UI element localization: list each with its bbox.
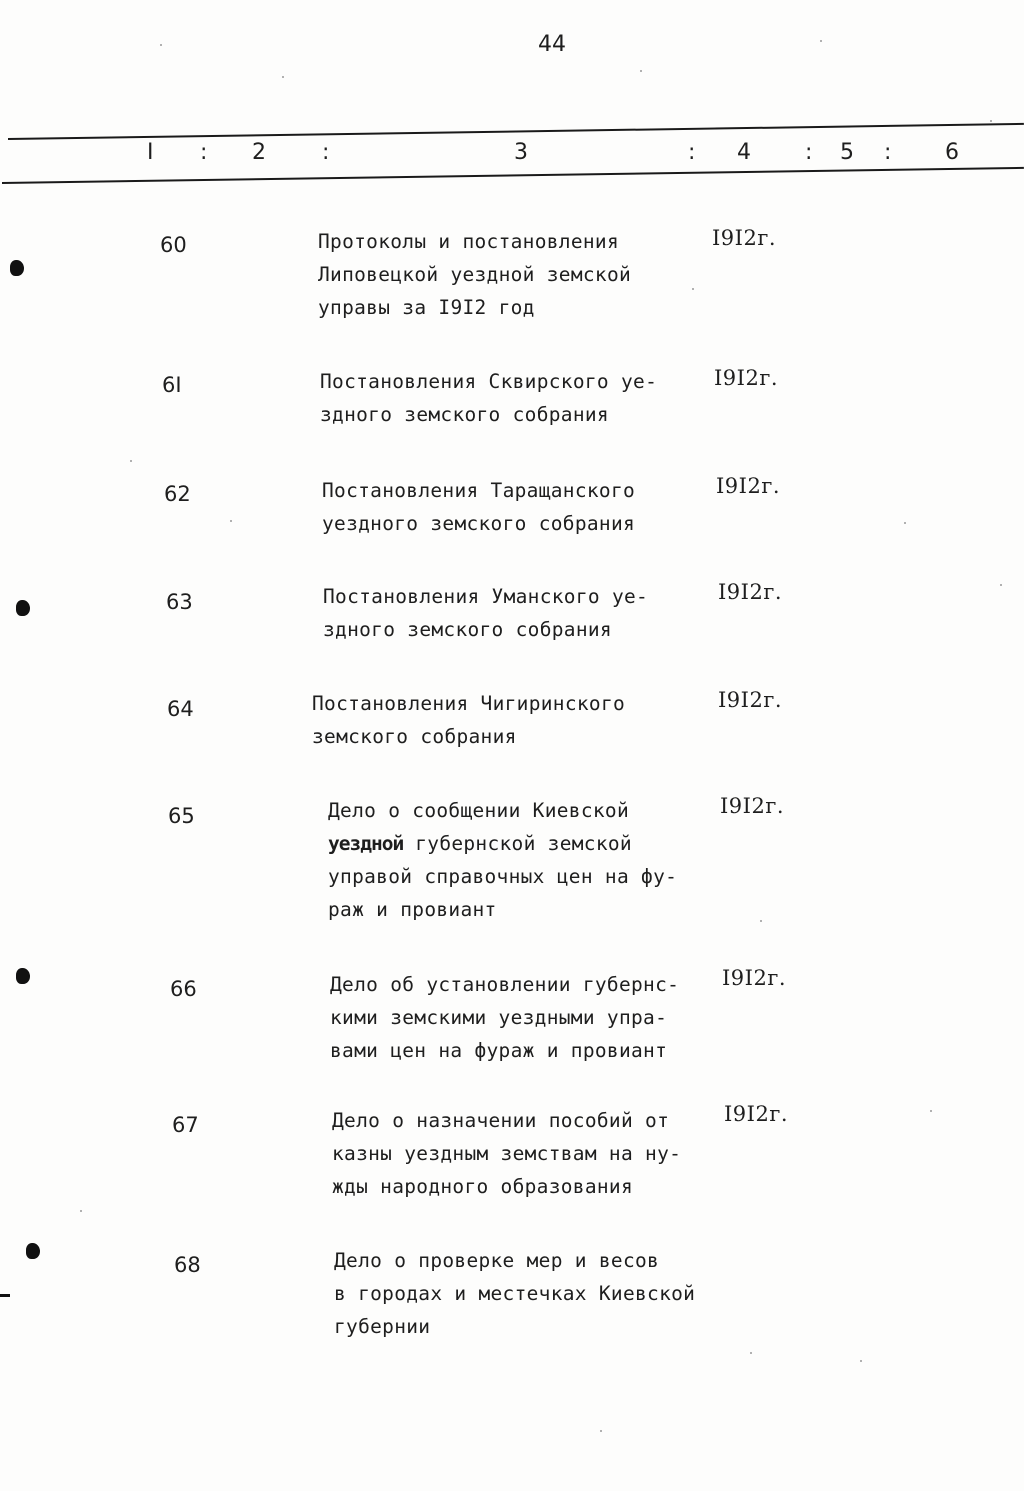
scan-speck [230,520,232,522]
entry-number: 65 [168,804,195,828]
entry-number: 62 [164,482,191,506]
scan-speck [692,288,694,290]
entry-description [320,365,657,431]
desc-line: Протоколы и постановления [318,230,619,253]
desc-line: в городах и местечках Киевской [334,1282,696,1305]
scan-speck [760,920,762,922]
desc-line: управой справочных цен на фу- [328,865,678,888]
entry-description [334,1244,695,1343]
desc-line: Дело о проверке мер и весов [334,1249,660,1272]
desc-line: Дело о назначении пособий от [332,1109,670,1132]
entry-year: I9I2г. [722,966,786,990]
scan-speck [160,44,162,46]
struck-out-word: уездной [328,832,404,855]
desc-line: управы за I9I2 год [318,296,535,319]
scan-speck [904,522,906,524]
entry-year: I9I2г. [712,226,776,250]
entry-year: I9I2г. [716,474,780,498]
entry-year: I9I2г. [720,794,784,818]
column-separator: : [884,140,892,165]
desc-line: уездного земского собрания [322,512,636,535]
scan-speck [990,120,992,122]
scan-speck [600,1430,602,1432]
punch-hole-mark [16,968,30,984]
punch-hole-mark [10,260,24,276]
desc-line: вами цен на фураж и провиант [330,1039,668,1062]
column-header-5: 5 [840,140,854,165]
entry-description [323,580,648,646]
desc-line: Постановления Таращанского [322,479,636,502]
desc-line: Постановления Чигиринского [312,692,626,715]
punch-hole-mark [26,1243,40,1259]
entry-year: I9I2г. [724,1102,788,1126]
column-separator: : [200,140,208,165]
header-top-rule [8,123,1024,140]
scan-speck [80,1210,82,1212]
punch-hole-mark [16,600,30,616]
column-header-4: 4 [737,140,751,165]
scan-speck [1000,584,1002,586]
entry-number: 66 [170,977,197,1001]
column-header-1: I [147,140,154,165]
entry-description [322,474,635,540]
entry-year: I9I2г. [718,688,782,712]
entry-year: I9I2г. [718,580,782,604]
desc-line: раж и провиант [328,898,497,921]
desc-line: кими земскими уездными упра- [330,1006,668,1029]
entry-number: 6I [162,373,182,397]
scan-speck [282,76,284,78]
desc-line: земского собрания [312,725,517,748]
entry-number: 63 [166,590,193,614]
entry-description [312,687,625,753]
entry-description [332,1104,681,1203]
entry-number: 67 [172,1113,199,1137]
scan-speck [640,70,642,72]
scan-speck [930,1110,932,1112]
column-header-2: 2 [252,140,266,165]
entry-description [330,968,679,1067]
entry-year: I9I2г. [714,366,778,390]
desc-line: здного земского собрания [320,403,609,426]
entry-description [318,225,631,324]
column-separator: : [805,140,813,165]
desc-line: Постановления Уманского уе- [323,585,649,608]
column-header-3: 3 [514,140,528,165]
scan-speck [130,460,132,462]
desc-line: жды народного образования [332,1175,633,1198]
desc-line: Липовецкой уездной земской [318,263,632,286]
desc-line: казны уездным земствам на ну- [332,1142,682,1165]
entry-number: 68 [174,1253,201,1277]
column-separator: : [688,140,696,165]
column-separator: : [322,140,330,165]
desc-line: здного земского собрания [323,618,612,641]
entry-description [328,794,677,926]
desc-line: Постановления Сквирского уе- [320,370,658,393]
column-header-6: 6 [945,140,959,165]
entry-number: 64 [167,697,194,721]
scan-speck [860,1360,862,1362]
desc-line: губернской земской [415,832,632,855]
entry-number: 60 [160,233,187,257]
desc-line: губернии [334,1315,431,1338]
margin-mark [0,1294,10,1297]
scan-speck [820,40,822,42]
desc-line: Дело о сообщении Киевской [328,799,629,822]
page-number: 44 [538,32,566,57]
desc-line: Дело об установлении губернс- [330,973,680,996]
scan-speck [750,1352,752,1354]
